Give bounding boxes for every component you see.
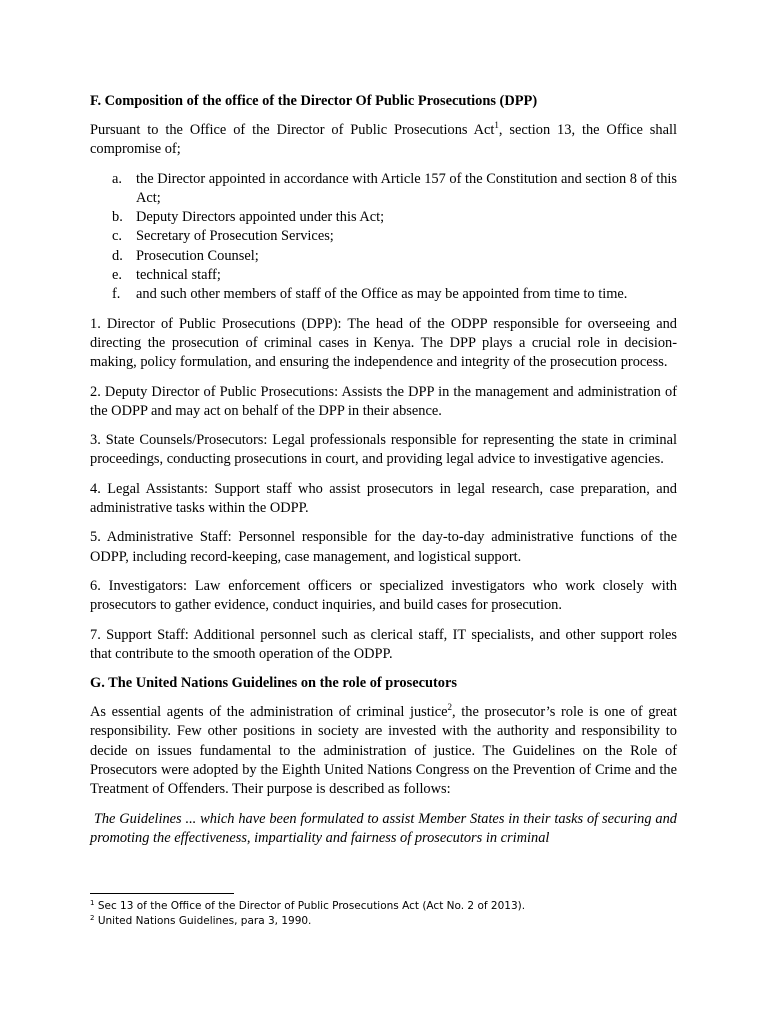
list-marker: b. (112, 209, 123, 226)
guidelines-quote (90, 810, 677, 849)
footnotes (90, 899, 690, 929)
footnote-ref-2[interactable]: 2 (447, 702, 453, 713)
composition-list (90, 170, 677, 305)
list-item (90, 208, 677, 227)
role-investigators: 6. Investigators: Law enforcement officers or specialized investigators who work closely with prosecutors to gather evidence, conduct inquiries, and build cases for prosecution. (90, 577, 677, 614)
list-item-text: technical staff; (136, 267, 221, 284)
list-marker: a. (112, 170, 122, 187)
list-item-text: the Director appointed in accordance with Article 157 of the Constitution and section 8 of this Act; (136, 170, 677, 206)
footnote-ref-1[interactable]: 1 (494, 120, 499, 130)
footnote-number: 1 (90, 899, 95, 907)
section-g-text-b: , the prosecutor’s role is one of great responsibility. Few other positions in society are invested with the authority and responsibility to decide on issues fundamental to the administration of justice. The Guidelines on the Role of Prosecutors were adopted by the Eighth United Nations Congress on the Prevention of Crime and the Treatment of Offenders. Their purpose is described as follows: (90, 704, 677, 798)
list-item (90, 227, 677, 246)
role-support-staff: 7. Support Staff: Additional personnel such as clerical staff, IT specialists, and other support roles that contribute to the smooth operation of the ODPP. (90, 626, 677, 662)
footnote-text: Sec 13 of the Office of the Director of Public Prosecutions Act (Act No. 2 of 2013). (97, 900, 526, 912)
intro-text-b: , section 13, the Office shall compromise of; (90, 122, 677, 158)
footnote-1 (90, 899, 690, 914)
list-marker: c. (112, 228, 122, 245)
role-director: 1. Director of Public Prosecutions (DPP): The head of the ODPP responsible for overseeing and directing the prosecution of criminal cases in Kenya. The DPP plays a crucial role in decision-making, policy formulation, and ensuring the independence and integrity of the prosecution process. (90, 315, 677, 371)
list-marker: e. (112, 267, 122, 284)
role-legal-assistants: 4. Legal Assistants: Support staff who assist prosecutors in legal research, case preparation, and administrative tasks within the ODPP. (90, 480, 677, 517)
role-deputy-director: 2. Deputy Director of Public Prosecutions: Assists the DPP in the management and administration of the ODPP and may act on behalf of the DPP in their absence. (90, 383, 677, 419)
intro-text-a: Pursuant to the Office of the Director of Public Prosecutions Act (90, 122, 495, 138)
list-item-text: Deputy Directors appointed under this Act; (136, 209, 385, 226)
list-item-text: and such other members of staff of the Office as may be appointed from time to time. (136, 286, 628, 303)
list-item-text: Secretary of Prosecution Services; (136, 228, 334, 245)
role-state-counsels: 3. State Counsels/Prosecutors: Legal professionals responsible for representing the state in criminal proceedings, conducting prosecutions in court, and providing legal advice to investigative agencies. (90, 432, 677, 468)
list-marker: f. (112, 286, 121, 303)
section-g-paragraph (90, 703, 677, 799)
role-administrative-staff: 5. Administrative Staff: Personnel responsible for the day-to-day administrative functions of the ODPP, including record-keeping, case management, and logistical support. (90, 529, 677, 565)
footnote-separator (90, 893, 234, 894)
footnote-2 (90, 914, 690, 929)
section-f-heading: F. Composition of the office of the Director Of Public Prosecutions (DPP) (90, 93, 538, 109)
list-item (90, 266, 677, 285)
footnote-text: United Nations Guidelines, para 3, 1990. (97, 915, 312, 927)
document-page (90, 92, 677, 848)
section-g-text-a: As essential agents of the administration of criminal justice (90, 704, 448, 721)
section-f-intro (90, 121, 677, 160)
list-marker: d. (112, 247, 123, 264)
footnote-number: 2 (90, 914, 95, 922)
guidelines-quote-text: The Guidelines ... which have been formulated to assist Member States in their tasks of securing and promoting the effectiveness, impartiality and fairness of prosecutors in criminal (90, 810, 677, 846)
section-g-heading: G. The United Nations Guidelines on the role of prosecutors (90, 675, 457, 692)
list-item (90, 285, 677, 304)
list-item (90, 170, 677, 209)
list-item (90, 247, 677, 266)
list-item-text: Prosecution Counsel; (136, 247, 259, 264)
